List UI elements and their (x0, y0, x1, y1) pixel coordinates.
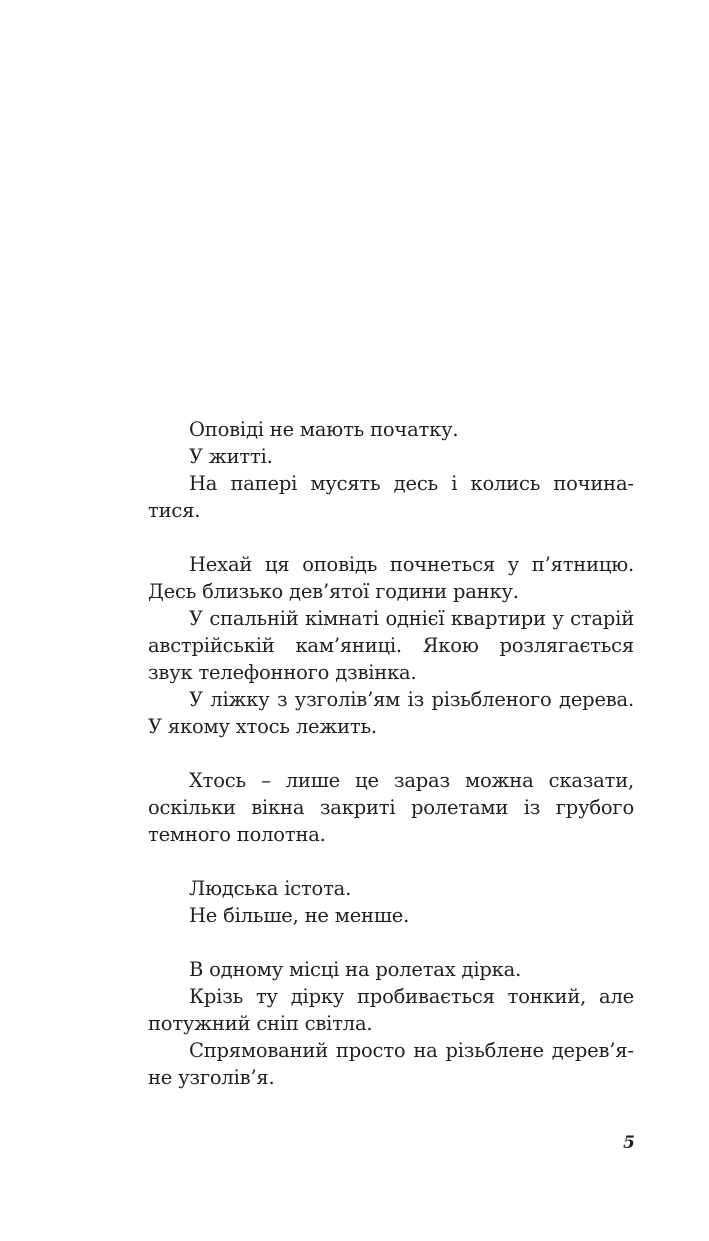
paragraph-gap (148, 848, 634, 875)
paragraph: В одному місці на ролетах дірка. (189, 958, 522, 981)
paragraph: У ліжку з узголів’ям із різьбленого дерева. У якому хтось лежить. (148, 688, 634, 738)
paragraph: Людська істота. (189, 877, 352, 900)
page-number: 5 (623, 1133, 635, 1153)
paragraph: Не більше, не менше. (189, 904, 410, 927)
paragraph: Спрямований просто на різьблене дерев’яне узголів’я. (148, 1039, 634, 1089)
paragraph: У спальній кімнаті однієї квартири у старій австрійській кам’яниці. Якою розлягається звук телефонного дзвінка. (148, 607, 634, 684)
paragraph-gap (148, 740, 634, 767)
paragraph-gap (148, 929, 634, 956)
paragraph-gap (148, 524, 634, 551)
paragraph: Крізь ту дірку пробивається тонкий, але потужний сніп світла. (148, 985, 634, 1035)
paragraph: На папері мусять десь і колись починатися. (148, 472, 634, 522)
paragraph: Хтось – лише це зараз можна сказати, оскільки вікна закриті ролетами із грубого темного полотна. (148, 769, 634, 846)
paragraph: Нехай ця оповідь почнеться у п’ятницю. Десь близько дев’ятої години ранку. (148, 553, 634, 603)
paragraph: Оповіді не мають початку. (189, 418, 459, 441)
paragraph: У житті. (189, 445, 273, 468)
body-text (148, 416, 634, 1091)
